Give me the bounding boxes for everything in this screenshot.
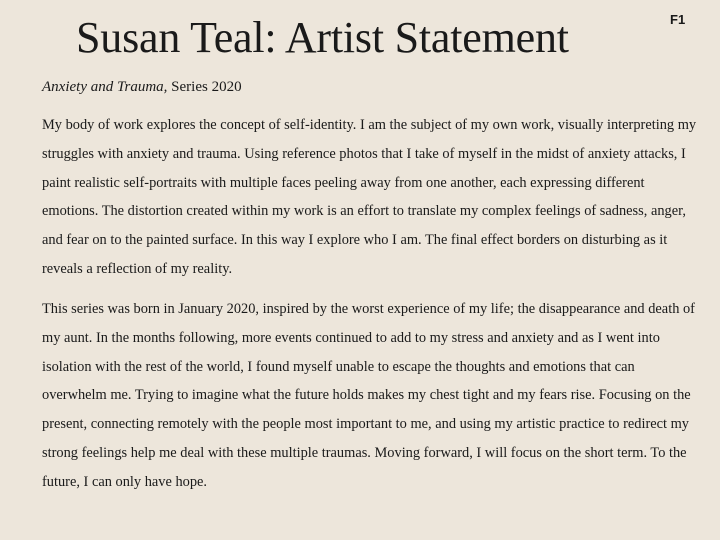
statement-paragraph-1: My body of work explores the concept of self-identity. I am the subject of my own work, visually interpreting my struggles with anxiety and trauma. Using reference photos that I take of myself in the midst of anxiety attacks, I paint realistic self-portraits with multiple faces peeling away from one another, each expressing different emotions. The distortion created within my work is an effort to translate my complex feelings of sadness, anger, and fear on to the painted surface. In this way I explore who I am. The final effect borders on disturbing as it reveals a reflection of my reality. [42, 117, 697, 277]
statement-paragraph-2: This series was born in January 2020, inspired by the worst experience of my life; the disappearance and death of my aunt. In the months following, more events continued to add to my stress and anxiety and as I went into isolation with the rest of the world, I found myself unable to escape the thoughts and emotions that can overwhelm me. Trying to imagine what the future holds makes my chest tight and my fears rise. Focusing on the present, connecting remotely with the people most important to me, and using my artistic practice to redirect my strong feelings help me deal with these multiple traumas. Moving forward, I will focus on the short term. To the future, I can only have hope. [42, 301, 695, 490]
series-year: Series 2020 [171, 79, 242, 95]
slide-number: F1 [670, 12, 686, 27]
series-name: Anxiety and Trauma, [42, 79, 168, 95]
page-title: Susan Teal: Artist Statement [76, 13, 569, 62]
series-subtitle [42, 77, 242, 97]
